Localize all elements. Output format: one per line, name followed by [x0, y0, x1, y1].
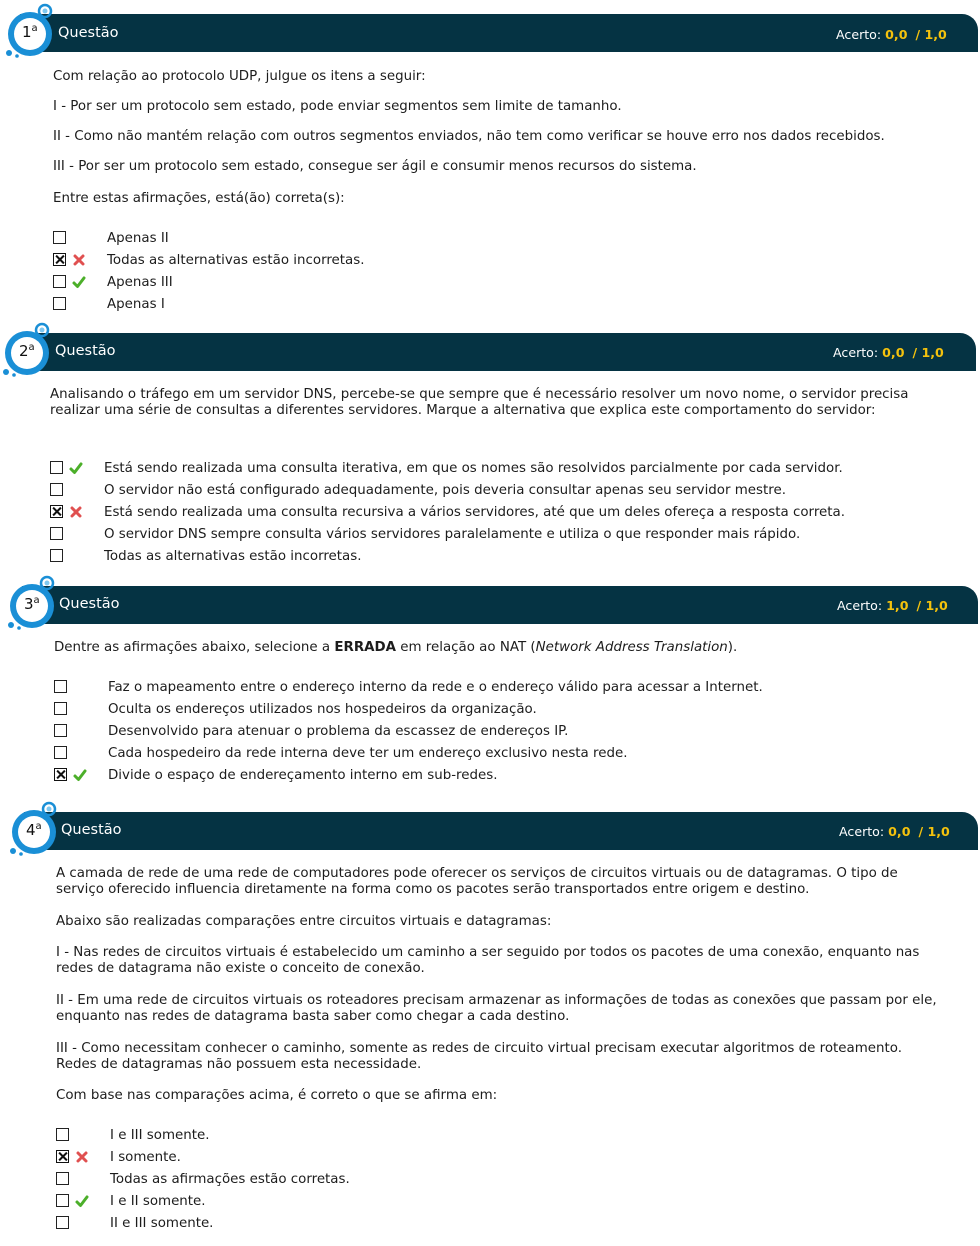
- correct-check-icon: [71, 274, 87, 290]
- question-header: [24, 812, 978, 850]
- answer-text: I e II somente.: [110, 1194, 206, 1209]
- answer-text: Desenvolvido para atenuar o problema da escassez de endereços IP.: [108, 724, 569, 739]
- answer-text: Cada hospedeiro da rede interna deve ter um endereço exclusivo nesta rede.: [108, 746, 628, 761]
- correct-check-icon: [74, 1193, 90, 1209]
- answer-text: I e III somente.: [110, 1128, 210, 1143]
- answer-text: O servidor não está configurado adequadamente, pois deveria consultar apenas seu servidor mestre.: [104, 483, 786, 498]
- answer-checkbox-checked[interactable]: [50, 505, 63, 518]
- question-text: Abaixo são realizadas comparações entre circuitos virtuais e datagramas:: [56, 914, 552, 929]
- wrong-x-icon: [71, 252, 87, 268]
- answer-checkbox-checked[interactable]: [53, 253, 66, 266]
- question-text: Entre estas afirmações, está(ão) correta(s):: [53, 191, 345, 206]
- answer-checkbox[interactable]: [50, 527, 63, 540]
- answer-text: Apenas II: [107, 231, 169, 246]
- answer-checkbox[interactable]: [53, 231, 66, 244]
- answer-checkbox[interactable]: [56, 1172, 69, 1185]
- question-label: Questão: [59, 596, 120, 612]
- answer-checkbox[interactable]: [50, 549, 63, 562]
- question-text: Dentre as afirmações abaixo, selecione a ERRADA em relação ao NAT (Network Address Translation).: [54, 640, 738, 655]
- score: Acerto: 1,0 / 1,0: [837, 598, 948, 613]
- question-text: A camada de rede de uma rede de computadores pode oferecer os serviços de circuitos virtuais ou de datagramas. O tipo de serviço oferecido influencia diretamente na forma como os pacotes serão transportados entre origem e destino.: [56, 866, 898, 897]
- correct-check-icon: [72, 767, 88, 783]
- answer-text: Divide o espaço de endereçamento interno em sub-redes.: [108, 768, 498, 783]
- question-number: 4$^a$: [26, 821, 42, 839]
- question-text: Analisando o tráfego em um servidor DNS, percebe-se que sempre que é necessário resolver um novo nome, o servidor precisa realizar uma série de consultas a diferentes servidores. Marque a alternativa que explica este comportamento do servidor:: [50, 387, 909, 418]
- wrong-x-icon: [68, 504, 84, 520]
- answer-text: Todas as alternativas estão incorretas.: [107, 253, 365, 268]
- wrong-x-icon: [74, 1149, 90, 1165]
- answer-checkbox-checked[interactable]: [54, 768, 67, 781]
- question-text: Com base nas comparações acima, é correto o que se afirma em:: [56, 1088, 498, 1103]
- answer-text: II e III somente.: [110, 1216, 214, 1231]
- answer-checkbox[interactable]: [53, 275, 66, 288]
- question-number-badge: [0, 0, 66, 58]
- question-number-badge: [0, 319, 63, 377]
- question-text: I - Por ser um protocolo sem estado, pode enviar segmentos sem limite de tamanho.: [53, 99, 622, 114]
- answer-checkbox[interactable]: [54, 702, 67, 715]
- question-number: 2$^a$: [19, 342, 35, 360]
- answer-checkbox[interactable]: [54, 724, 67, 737]
- question-text: I - Nas redes de circuitos virtuais é estabelecido um caminho a ser seguido por todos os pacotes de uma conexão, enquanto nas redes de datagrama não existe o conceito de conexão.: [56, 945, 920, 976]
- answer-text: Todas as alternativas estão incorretas.: [104, 549, 362, 564]
- question-number: 3$^a$: [24, 595, 40, 613]
- answer-checkbox[interactable]: [56, 1216, 69, 1229]
- score: Acerto: 0,0 / 1,0: [836, 27, 947, 42]
- answer-checkbox[interactable]: [50, 483, 63, 496]
- answer-text: Está sendo realizada uma consulta recursiva a vários servidores, até que um deles ofereça a resposta correta.: [104, 505, 845, 520]
- question-text: II - Em uma rede de circuitos virtuais os roteadores precisam armazenar as informações de todas as conexões que passam por ele, enquanto nas redes de datagrama basta saber como chegar a cada destino.: [56, 993, 937, 1024]
- answer-text: I somente.: [110, 1150, 181, 1165]
- question-label: Questão: [58, 25, 119, 41]
- answer-text: O servidor DNS sempre consulta vários servidores paralelamente e utiliza o que responder mais rápido.: [104, 527, 801, 542]
- answer-checkbox[interactable]: [54, 746, 67, 759]
- answer-text: Apenas III: [107, 275, 173, 290]
- answer-text: Todas as afirmações estão corretas.: [110, 1172, 350, 1187]
- answer-checkbox-checked[interactable]: [56, 1150, 69, 1163]
- score: Acerto: 0,0 / 1,0: [833, 345, 944, 360]
- answer-text: Oculta os endereços utilizados nos hospedeiros da organização.: [108, 702, 537, 717]
- question-text: II - Como não mantém relação com outros segmentos enviados, não tem como verificar se houve erro nos dados recebidos.: [53, 129, 885, 144]
- answer-checkbox[interactable]: [53, 297, 66, 310]
- question-label: Questão: [61, 822, 122, 838]
- score: Acerto: 0,0 / 1,0: [839, 824, 950, 839]
- answer-checkbox[interactable]: [56, 1194, 69, 1207]
- answer-text: Apenas I: [107, 297, 165, 312]
- question-header: [20, 14, 978, 52]
- answer-checkbox[interactable]: [50, 461, 63, 474]
- question-text: III - Como necessitam conhecer o caminho, somente as redes de circuito virtual precisam executar algoritmos de roteamento. Redes de datagramas não possuem esta necessidade.: [56, 1041, 902, 1072]
- question-label: Questão: [55, 343, 116, 359]
- answer-checkbox[interactable]: [56, 1128, 69, 1141]
- question-header: [22, 586, 978, 624]
- question-number: 1$^a$: [22, 23, 38, 41]
- answer-text: Está sendo realizada uma consulta iterativa, em que os nomes são resolvidos parcialmente por cada servidor.: [104, 461, 843, 476]
- correct-check-icon: [68, 460, 84, 476]
- question-text: III - Por ser um protocolo sem estado, consegue ser ágil e consumir menos recursos do sistema.: [53, 159, 697, 174]
- question-text: Com relação ao protocolo UDP, julgue os itens a seguir:: [53, 69, 426, 84]
- answer-text: Faz o mapeamento entre o endereço interno da rede e o endereço válido para acessar a Internet.: [108, 680, 763, 695]
- answer-checkbox[interactable]: [54, 680, 67, 693]
